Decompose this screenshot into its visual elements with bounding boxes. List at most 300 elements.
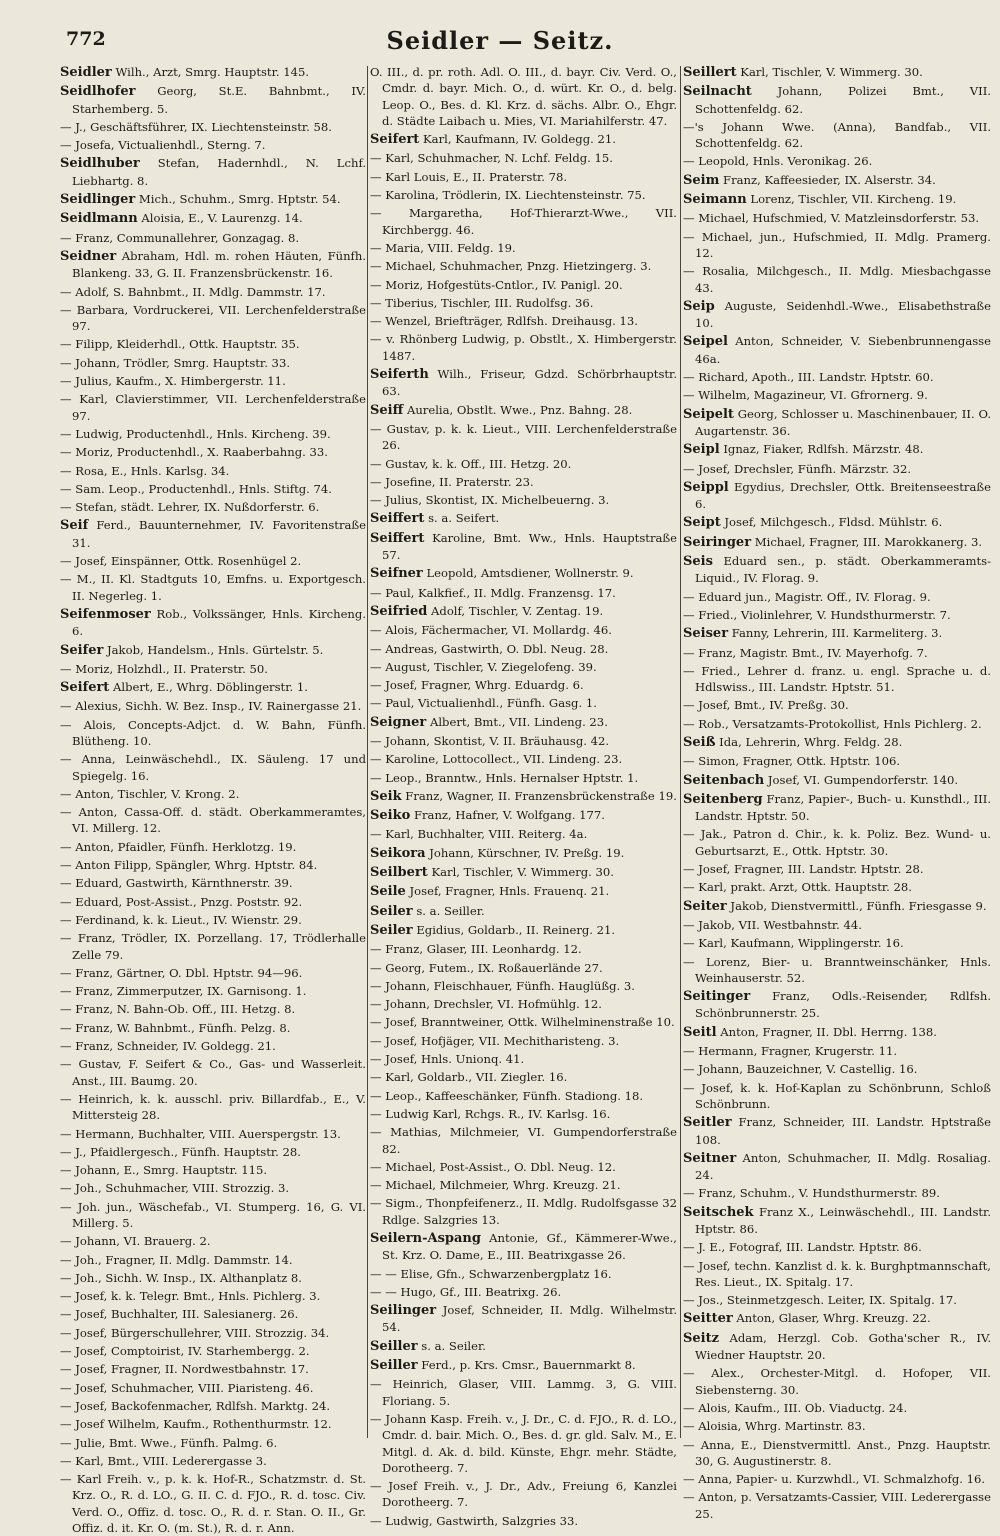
directory-entry [370, 1411, 677, 1476]
directory-entry [370, 1284, 677, 1300]
entry-text: — Karl, Goldarb., VII. Ziegler. 16. [370, 1070, 568, 1085]
entry-text: Karl, Tischler, V. Wimmerg. 30. [431, 865, 614, 880]
directory-entry [60, 642, 366, 659]
directory-entry [370, 1051, 677, 1067]
entry-text: — August, Tischler, V. Ziegelofeng. 39. [370, 659, 597, 674]
directory-entry [370, 1338, 677, 1355]
directory-entry [60, 155, 366, 189]
entry-text: — v. Rhönberg Ludwig, p. Obstlt., X. Himbergerstr. 1487. [370, 332, 677, 363]
entry-text: — Josef, Fragner, II. Nordwestbahnstr. 17. [60, 1362, 309, 1377]
entry-text: — Michael, Schuhmacher, Pnzg. Hietzingerg. 3. [370, 259, 652, 274]
directory-entry [683, 663, 991, 696]
directory-entry [60, 912, 366, 928]
entry-text: — Mathias, Milchmeier, VI. Gumpendorferstraße 82. [370, 1125, 677, 1156]
entry-text: — Ludwig, Productenhdl., Hnls. Kircheng. 39. [60, 426, 331, 441]
directory-entry [370, 1177, 677, 1193]
entry-text: O. III., d. pr. roth. Adl. O. III., d. bayr. Civ. Verd. O., Cmdr. d. bayr. Mich. O., d. würt. Kr. O., d. belg. Leop. O., Bes. d. Kl. Krz. d. sächs. Albr. O., Ehgr. d. Städte Laibach u. Mies, VI. Mariahilferstr. 47. [370, 65, 677, 128]
directory-entry [60, 661, 366, 677]
entry-text: — Franz, Communallehrer, Gonzagag. 8. [60, 230, 300, 245]
directory-entry [683, 1185, 991, 1201]
entry-text: — Aloisia, Whrg. Martinstr. 83. [683, 1419, 866, 1434]
entry-text: Stefan, Hadernhdl., N. Lchf. Liebhartg. 8. [72, 156, 367, 188]
entry-text: — Filipp, Kleiderhdl., Ottk. Hauptstr. 35. [60, 337, 300, 352]
entry-surname: Seilern-Aspang [370, 1231, 481, 1246]
directory-entry [683, 1330, 991, 1364]
directory-entry [60, 1453, 366, 1469]
directory-entry [60, 426, 366, 442]
directory-entry [60, 786, 366, 802]
entry-surname: Seifer [60, 642, 104, 658]
entry-text: — Karl, Buchhalter, VIII. Reiterg. 4a. [370, 827, 588, 842]
entry-surname: Seidlhofer [60, 84, 136, 100]
entry-text: Franz, Schneider, III. Landstr. Hptstraße 108. [695, 1115, 991, 1147]
entry-surname: Seitner [683, 1150, 737, 1166]
entry-text: — Gustav, k. k. Off., III. Hetzg. 20. [370, 456, 572, 471]
directory-entry [683, 625, 991, 642]
directory-entry [60, 717, 366, 750]
directory-entry [683, 1489, 991, 1522]
directory-entry [683, 387, 991, 403]
entry-text: — Alois, Fächermacher, VI. Mollardg. 46. [370, 623, 612, 638]
directory-entry [370, 187, 677, 203]
directory-entry [683, 607, 991, 623]
directory-entry [370, 1033, 677, 1049]
entry-text: — Johann, VI. Brauerg. 2. [60, 1234, 211, 1249]
entry-text: Aloisia, E., V. Laurenzg. 14. [141, 211, 303, 226]
entry-text: — Rob., Versatzamts-Protokollist, Hnls Pichlerg. 2. [683, 716, 982, 731]
directory-entry [683, 1080, 991, 1113]
entry-text: Karl, Tischler, V. Wimmerg. 30. [740, 65, 923, 79]
directory-entry [370, 277, 677, 293]
directory-entry [370, 492, 677, 508]
entry-text: Albert, Bmt., VII. Lindeng. 23. [429, 714, 608, 729]
entry-text: Ferd., p. Krs. Cmsr., Bauernmarkt 8. [421, 1358, 636, 1373]
directory-entry [683, 645, 991, 661]
entry-text: — Franz, Schneider, IV. Goldegg. 21. [60, 1039, 276, 1054]
entry-text: — Ludwig, Gastwirth, Salzgries 33. [370, 1513, 579, 1528]
entry-text: Franz X., Leinwäschehdl., III. Landstr. Hptstr. 86. [695, 1204, 992, 1236]
entry-text: — Franz, W. Bahnbmt., Fünfh. Pelzg. 8. [60, 1020, 291, 1035]
directory-entry [370, 1159, 677, 1175]
directory-entry [370, 864, 677, 881]
entry-text: — Fried., Violinlehrer, V. Hundsthurmerstr. 7. [683, 607, 951, 622]
directory-entry [60, 517, 366, 551]
directory-entry [60, 1038, 366, 1054]
entry-text: — Anton, Cassa-Off. d. städt. Oberkammeramtes, VI. Millerg. 12. [60, 805, 366, 836]
entry-text: — Karoline, Lottocollect., VII. Lindeng. 23. [370, 752, 623, 767]
entry-text: — Karolina, Trödlerin, IX. Liechtensteinstr. 75. [370, 188, 646, 203]
entry-text: Egidius, Goldarb., II. Reinerg. 21. [416, 922, 616, 937]
entry-text: — Michael, Post-Assist., O. Dbl. Neug. 12. [370, 1159, 616, 1174]
entry-text: Jakob, Dienstvermittl., Fünfh. Friesgasse 9. [730, 898, 987, 913]
entry-text: Fanny, Lehrerin, III. Karmeliterg. 3. [731, 626, 943, 641]
entry-text: Karl, Kaufmann, IV. Goldegg. 21. [423, 132, 616, 147]
running-head: Seidler — Seitz. [386, 26, 614, 55]
entry-text: — Franz, Schuhm., V. Hundsthurmerstr. 89. [683, 1186, 940, 1201]
directory-entry [370, 695, 677, 711]
directory-entry [60, 751, 366, 784]
entry-text: Wilh., Friseur, Gdzd. Schörbrhauptstr. 63. [382, 367, 678, 399]
entry-text: — Paul, Kalkfief., II. Mdlg. Franzensg. 17. [370, 585, 616, 600]
entry-text: — Josef, Schuhmacher, VIII. Piaristeng. 46. [60, 1380, 314, 1395]
entry-surname: Seidlhuber [60, 156, 140, 172]
entry-text: Anton, Schuhmacher, II. Mdlg. Rosaliag. 24. [695, 1150, 991, 1183]
entry-text: — Karl, Kaufmann, Wipplingerstr. 16. [683, 936, 904, 951]
directory-entry [60, 1001, 366, 1017]
entry-text: — Anna, E., Dienstvermittl. Anst., Pnzg. Hauptstr. 30, G. Augustinerstr. 8. [683, 1437, 991, 1468]
entry-surname: Seilbert [370, 865, 428, 881]
entry-text: Karoline, Bmt. Ww., Hnls. Hauptstraße 57. [382, 530, 678, 563]
entry-text: — Moriz, Hofgestüts-Cntlor., IV. Panigl. 20. [370, 277, 623, 292]
entry-text: — Josef, Bürgerschullehrer, VIII. Strozzig. 34. [60, 1325, 330, 1340]
entry-text: — Anton, Tischler, V. Krong. 2. [60, 786, 240, 801]
directory-entry [370, 733, 677, 749]
entry-text: Mich., Schuhm., Smrg. Hptstr. 54. [138, 192, 341, 207]
entry-text: — Johann, E., Smrg. Hauptstr. 115. [60, 1163, 268, 1178]
entry-text: Josef, Milchgesch., Fldsd. Mühlstr. 6. [724, 515, 943, 530]
entry-text: — Julie, Bmt. Wwe., Fünfh. Palmg. 6. [60, 1435, 278, 1450]
directory-entry [60, 1162, 366, 1178]
directory-entry [60, 1199, 366, 1232]
directory-entry [60, 1252, 366, 1268]
entry-surname: Seillert [683, 65, 737, 80]
entry-text: — Franz, Gärtner, O. Dbl. Hptstr. 94—96. [60, 965, 303, 980]
entry-text: Michael, Fragner, III. Marokkanerg. 3. [754, 534, 983, 549]
entry-text: Eduard sen., p. städt. Oberkammeramts-Liquid., IV. Florag. 9. [695, 554, 991, 586]
column-3 [683, 64, 992, 1521]
directory-entry [60, 930, 366, 963]
entry-text: — Leopold, Hnls. Veronikag. 26. [683, 154, 873, 169]
directory-entry [370, 826, 677, 842]
entry-text: Franz, Papier-, Buch- u. Kunsthdl., III. Landstr. Hptstr. 50. [695, 791, 992, 824]
directory-entry [683, 172, 991, 189]
entry-text: — Johann Kasp. Freih. v., J. Dr., C. d. FJO., R. d. LO., Cmdr. d. bair. Mich. O., Bes. d. gr. gld. Salv. M., E. Mitgl. d. Ak. d. bild. Künste, Ehgr. mehr. Städte, Dorotheerg. 7. [370, 1411, 677, 1475]
entry-text: — Josef, Buchhalter, III. Salesianerg. 26. [60, 1307, 299, 1322]
directory-entry [370, 1014, 677, 1030]
entry-surname: Seitl [683, 1024, 717, 1040]
directory-entry [683, 791, 991, 825]
column-2 [370, 64, 678, 1528]
entry-surname: Seidner [60, 248, 117, 264]
entry-surname: Seiter [683, 898, 727, 914]
entry-surname: Seidlinger [60, 192, 136, 208]
directory-entry [370, 641, 677, 657]
entry-text: — Jak., Patron d. Chir., k. k. Poliz. Bez. Wund- u. Geburtsarzt, E., Ottk. Hptstr. 30. [683, 827, 991, 858]
entry-surname: Seilinger [370, 1303, 437, 1319]
entry-text: — Anna, Papier- u. Kurzwhdl., VI. Schmalzhofg. 16. [683, 1472, 986, 1487]
directory-entry [60, 481, 366, 497]
entry-surname: Seitinger [683, 989, 751, 1005]
entry-text: Antonie, Gf., Kämmerer-Wwe., St. Krz. O. Dame, E., III. Beatrixgasse 26. [382, 1231, 677, 1263]
directory-entry [683, 1061, 991, 1077]
directory-entry [370, 64, 677, 129]
directory-entry [370, 421, 677, 454]
directory-entry [683, 298, 991, 332]
entry-surname: Seiffert [370, 511, 425, 527]
entry-text: — Georg, Futem., IX. Roßauerlände 27. [370, 960, 603, 975]
entry-surname: Seiller [370, 1358, 418, 1374]
entry-text: — Julius, Kaufm., X. Himbergerstr. 11. [60, 374, 286, 389]
directory-entry [60, 1126, 366, 1142]
entry-surname: Seitenberg [683, 791, 763, 807]
directory-entry [60, 1288, 366, 1304]
entry-text: Josef, VI. Gumpendorferstr. 140. [767, 772, 959, 787]
directory-entry [370, 622, 677, 638]
directory-entry [370, 1478, 677, 1511]
entry-text: — Karl, Schuhmacher, N. Lchf. Feldg. 15. [370, 151, 613, 166]
entry-surname: Seile [370, 884, 406, 900]
directory-entry [60, 1233, 366, 1249]
entry-text: Wilh., Arzt, Smrg. Hauptstr. 145. [115, 65, 310, 79]
entry-text: — Josef, Fragner, III. Landstr. Hptstr. 28. [683, 862, 924, 877]
directory-entry [370, 1124, 677, 1157]
entry-text: — Michael, jun., Hufschmied, II. Mdlg. Pramerg. 12. [683, 229, 991, 260]
entry-surname: Seifried [370, 603, 428, 619]
entry-surname: Seippl [683, 479, 729, 495]
directory-entry [683, 369, 991, 385]
entry-text: — Jos., Steinmetzgesch. Leiter, IX. Spitalg. 17. [683, 1293, 957, 1308]
entry-surname: Seipel [683, 334, 728, 350]
directory-entry [370, 295, 677, 311]
directory-entry [370, 1230, 677, 1264]
entry-text: — Ludwig Karl, Rchgs. R., IV. Karlsg. 16. [370, 1106, 611, 1121]
entry-text: Josef, Schneider, II. Mdlg. Wilhelmstr. 54. [382, 1303, 678, 1335]
directory-entry [370, 941, 677, 957]
entry-text: Franz, Odls.-Reisender, Rdlfsh. Schönbrunnerstr. 25. [695, 989, 991, 1021]
entry-text: Franz, Kaffeesieder, IX. Alserstr. 34. [723, 172, 936, 187]
entry-surname: Seis [683, 554, 713, 570]
entry-text: —'s Johann Wwe. (Anna), Bandfab., VII. Schottenfeldg. 62. [683, 119, 991, 151]
entry-text: — Karl, Clavierstimmer, VII. Lerchenfelderstraße 97. [60, 392, 366, 423]
directory-entry [60, 210, 366, 227]
entry-text: Anton, Glaser, Whrg. Kreuzg. 22. [736, 1311, 931, 1326]
directory-entry [683, 1418, 991, 1434]
directory-entry [683, 514, 991, 531]
directory-entry [683, 954, 991, 987]
entry-text: — Sigm., Thonpfeifenerz., II. Mdlg. Rudolfsgasse 32 Rdlge. Salzgries 13. [370, 1196, 677, 1227]
directory-entry [370, 1088, 677, 1104]
entry-text: Leopold, Amtsdiener, Wollnerstr. 9. [426, 566, 634, 581]
entry-surname: Seifert [370, 132, 420, 148]
directory-entry [60, 119, 366, 135]
directory-entry [370, 978, 677, 994]
directory-entry [370, 903, 677, 920]
directory-entry [60, 336, 366, 352]
directory-entry [683, 153, 991, 169]
directory-entry [683, 879, 991, 895]
directory-entry [683, 988, 991, 1022]
directory-entry [60, 373, 366, 389]
directory-entry [370, 807, 677, 824]
entry-surname: Seiko [370, 808, 411, 824]
directory-entry [60, 64, 366, 81]
entry-surname: Seif [60, 518, 89, 534]
directory-entry [683, 589, 991, 605]
directory-entry [683, 1437, 991, 1470]
entry-text: Franz, Hafner, V. Wolfgang. 177. [413, 808, 605, 823]
directory-entry [60, 191, 366, 208]
entry-surname: Seilnacht [683, 84, 752, 100]
directory-entry [60, 698, 366, 714]
directory-entry [683, 1043, 991, 1059]
entry-text: — Joh., Sichh. W. Insp., IX. Althanplatz 8. [60, 1270, 302, 1285]
directory-entry [683, 1239, 991, 1255]
directory-entry [683, 263, 991, 296]
entry-text: — Josef, Fragner, Whrg. Eduardg. 6. [370, 678, 584, 693]
directory-entry [60, 553, 366, 569]
directory-entry [370, 603, 677, 620]
entry-text: — Moriz, Productenhdl., X. Raaberbahng. 33. [60, 445, 328, 460]
entry-text: — Hermann, Buchhalter, VIII. Auerspergstr. 13. [60, 1126, 341, 1141]
entry-text: — Josef, Branntweiner, Ottk. Wilhelminenstraße 10. [370, 1015, 675, 1030]
entry-text: Anton, Schneider, V. Siebenbrunnengasse 46a. [695, 334, 991, 366]
entry-text: — Rosalia, Milchgesch., II. Mdlg. Miesbachgasse 43. [683, 264, 991, 295]
directory-entry [370, 1069, 677, 1085]
directory-entry [60, 284, 366, 300]
directory-entry [683, 826, 991, 859]
entry-text: — Josef, Hofjäger, VII. Mechitharisteng. 3. [370, 1033, 620, 1048]
entry-text: — Josef Wilhelm, Kaufm., Rothenthurmstr. 12. [60, 1417, 332, 1432]
entry-text: — Johann, Skontist, V. II. Bräuhausg. 42. [370, 733, 610, 748]
entry-text: — Maria, VIII. Feldg. 19. [370, 240, 516, 255]
entry-text: — Franz, Zimmerputzer, IX. Garnisong. 1. [60, 984, 307, 999]
column-divider [367, 66, 368, 1438]
directory-entry [683, 553, 991, 587]
entry-text: — Margaretha, Hof-Thierarzt-Wwe., VII. Kirchbergg. 46. [370, 206, 677, 237]
entry-text: Abraham, Hdl. m. rohen Häuten, Fünfh. Blankeng. 33, G. II. Franzensbrückenstr. 16. [72, 248, 367, 281]
entry-text: — Karl, Bmt., VIII. Lederergasse 3. [60, 1453, 267, 1468]
entry-text: — J. E., Fotograf, III. Landstr. Hptstr. 86. [683, 1240, 922, 1255]
entry-surname: Seiler [370, 922, 413, 938]
entry-text: — Eduard, Post-Assist., Pnzg. Poststr. 92. [60, 894, 303, 909]
directory-entry [370, 585, 677, 601]
entry-text: — Anton Filipp, Spängler, Whrg. Hptstr. 84. [60, 858, 318, 873]
entry-surname: Seikora [370, 845, 426, 861]
entry-text: — Franz, N. Bahn-Ob. Off., III. Hetzg. 8. [60, 1002, 296, 1017]
entry-text: — Moriz, Holzhdl., II. Praterstr. 50. [60, 661, 268, 676]
directory-entry [60, 1056, 366, 1089]
directory-entry [60, 137, 366, 153]
entry-surname: Seigner [370, 714, 427, 730]
entry-text: — Anton, p. Versatzamts-Cassier, VIII. Lederergasse 25. [683, 1490, 991, 1521]
directory-entry [683, 917, 991, 933]
entry-text: s. a. Seifert. [428, 511, 500, 526]
directory-entry [60, 679, 366, 696]
directory-entry [60, 1398, 366, 1414]
entry-surname: Seitschek [683, 1204, 754, 1220]
directory-entry [683, 935, 991, 951]
entry-text: Aurelia, Obstlt. Wwe., Pnz. Bahng. 28. [406, 402, 633, 417]
entry-text: — Lorenz, Bier- u. Branntweinschänker, Hnls. Weinhauserstr. 52. [683, 954, 991, 985]
directory-entry [370, 1195, 677, 1228]
entry-text: — Franz, Glaser, III. Leonhardg. 12. [370, 942, 582, 957]
directory-entry [60, 1325, 366, 1341]
entry-text: Georg, St.E. Bahnbmt., IV. Starhemberg. 5. [72, 84, 366, 116]
entry-text: — Josef, Backofenmacher, Rdlfsh. Marktg. 24. [60, 1398, 331, 1413]
entry-text: Georg, Schlosser u. Maschinenbauer, II. O. Augartenstr. 36. [695, 406, 992, 438]
entry-text: — Josef Freih. v., J. Dr., Adv., Freiung 6, Kanzlei Dorotheerg. 7. [370, 1479, 677, 1510]
entry-text: — Josef, Drechsler, Fünfh. Märzstr. 32. [683, 461, 912, 476]
directory-entry [60, 965, 366, 981]
entry-text: — Gustav, p. k. k. Lieut., VIII. Lerchenfelderstraße 26. [370, 421, 677, 453]
column-divider [680, 66, 681, 1438]
entry-surname: Seimann [683, 192, 747, 208]
directory-entry [60, 1306, 366, 1322]
entry-text: Johann, Kürschner, IV. Preßg. 19. [429, 845, 625, 860]
entry-text: — Wilhelm, Magazineur, VI. Gfrornerg. 9. [683, 388, 928, 403]
entry-surname: Seidler [60, 65, 112, 80]
column-1 [60, 64, 367, 1536]
directory-entry [60, 1435, 366, 1451]
entry-surname: Seitenbach [683, 772, 765, 788]
entry-text: — Josef, Bmt., IV. Preßg. 30. [683, 698, 849, 713]
directory-entry [683, 1365, 991, 1398]
directory-entry [683, 716, 991, 732]
entry-text: Ignaz, Fiaker, Rdlfsh. Märzstr. 48. [723, 442, 924, 457]
directory-entry [370, 659, 677, 675]
directory-entry [370, 150, 677, 166]
directory-entry [60, 1361, 366, 1377]
directory-entry [683, 441, 991, 458]
entry-text: — Julius, Skontist, IX. Michelbeuerng. 3. [370, 493, 610, 508]
entry-surname: Seifner [370, 566, 423, 582]
directory-entry [60, 1144, 366, 1160]
entry-text: — Johann, Drechsler, VI. Hofmühlg. 12. [370, 997, 602, 1012]
entry-text: — Fried., Lehrer d. franz. u. engl. Sprache u. d. Hdlswiss., III. Landstr. Hptstr. 51. [683, 663, 991, 695]
directory-entry [60, 230, 366, 246]
entry-text: — Anton, Pfaidler, Fünfh. Herklotzg. 19. [60, 839, 297, 854]
entry-text: — Michael, Hufschmied, V. Matzleinsdorferstr. 53. [683, 211, 980, 226]
entry-surname: Seidlmann [60, 211, 138, 227]
entry-text: — Johann, Bauzeichner, V. Castellig. 16. [683, 1062, 918, 1077]
directory-entry [370, 366, 677, 400]
directory-entry [683, 406, 991, 440]
directory-entry [683, 898, 991, 915]
entry-text: — — Elise, Gfn., Schwarzenbergplatz 16. [370, 1266, 612, 1281]
entry-text: — Ferdinand, k. k. Lieut., IV. Wienstr. 29. [60, 912, 302, 927]
entry-surname: Seipl [683, 442, 720, 458]
entry-text: — Wenzel, Briefträger, Rdlfsh. Dreihausg. 13. [370, 314, 638, 329]
directory-entry [683, 1114, 991, 1148]
directory-entry [60, 894, 366, 910]
directory-entry [370, 1357, 677, 1374]
entry-text: Johann, Polizei Bmt., VII. Schottenfeldg. 62. [695, 84, 991, 116]
entry-text: — Josef, k. k. Hof-Kaplan zu Schönbrunn, Schloß Schönbrunn. [683, 1080, 991, 1111]
directory-entry [683, 210, 991, 226]
entry-text: — Josefa, Victualienhdl., Sterng. 7. [60, 138, 266, 153]
directory-entry [370, 770, 677, 786]
entry-text: — Alois, Kaufm., III. Ob. Viaductg. 24. [683, 1400, 908, 1415]
directory-entry [60, 983, 366, 999]
entry-text: — Karl Freih. v., p. k. k. Hof-R., Schatzmstr. d. St. Krz. O., R. d. LO., G. II. C. d. FJO., R. d. tosc. Civ. Verd. O., Offiz. d. tosc. O., R. d. r. Stan. O. II., Gr. Offiz. d. it. Kr. O. (m. St.), R. d. r. Ann. [60, 1472, 366, 1536]
entry-text: — Josef, Hnls. Unionq. 41. [370, 1052, 525, 1067]
entry-text: — Hermann, Fragner, Krugerstr. 11. [683, 1044, 898, 1059]
directory-entry [370, 474, 677, 490]
directory-entry [683, 1150, 991, 1184]
directory-entry [370, 169, 677, 185]
entry-text: Anton, Fragner, II. Dbl. Herrng. 138. [720, 1024, 937, 1039]
directory-entry [60, 1180, 366, 1196]
directory-entry [683, 861, 991, 877]
entry-text: — Josef, techn. Kanzlist d. k. k. Burghptmannschaft, Res. Lieut., IX. Spitalg. 17. [683, 1258, 991, 1289]
entry-text: Albert, E., Whrg. Döblingerstr. 1. [113, 680, 308, 695]
entry-surname: Seiffert [370, 530, 425, 546]
directory-entry [60, 1380, 366, 1396]
entry-text: Franz, Wagner, II. Franzensbrückenstraße 19. [405, 788, 677, 803]
entry-text: Lorenz, Tischler, VII. Kircheng. 19. [750, 192, 957, 207]
entry-surname: Seitz [683, 1330, 719, 1346]
directory-entry [370, 331, 677, 364]
